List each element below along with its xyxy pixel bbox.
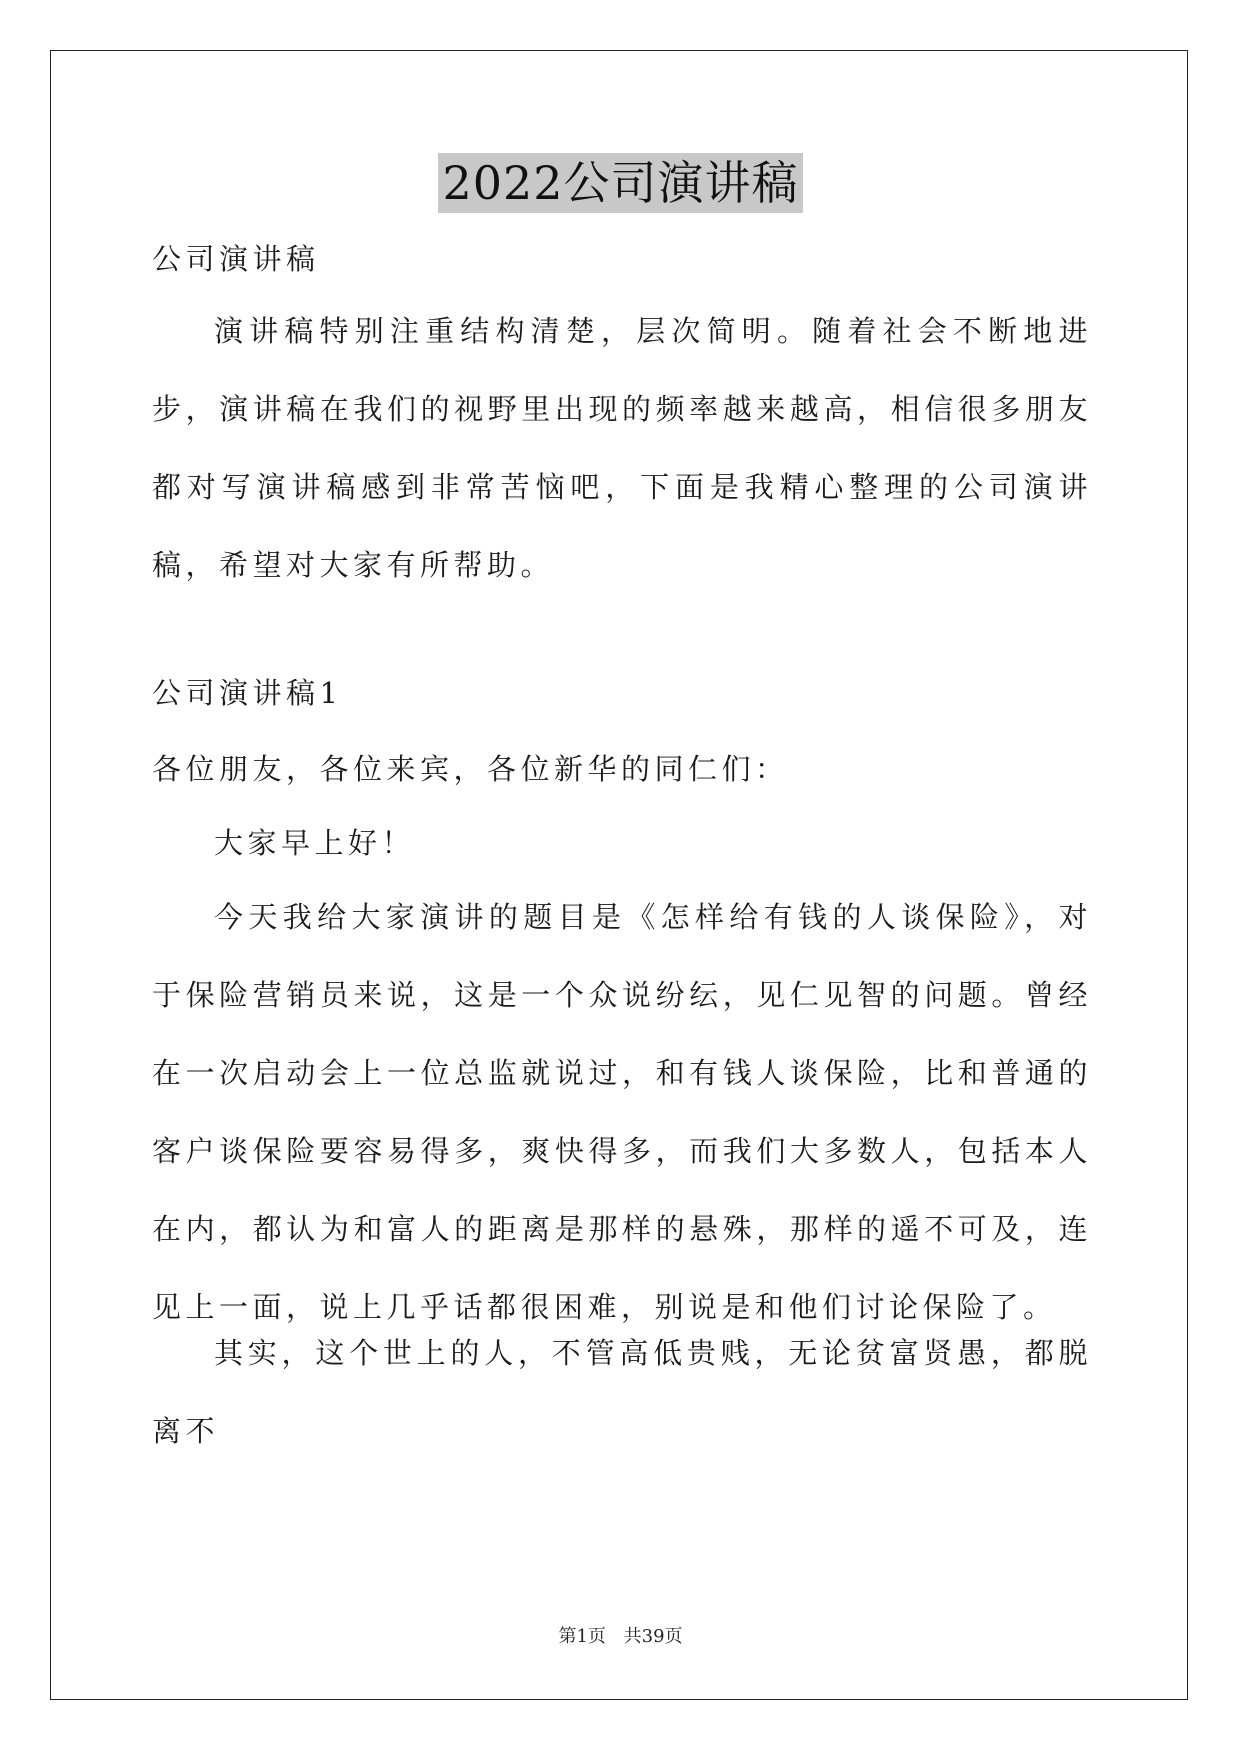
title-wrap [0, 153, 1241, 213]
page-number: 第1页 [558, 1626, 606, 1647]
document-title: 2022公司演讲稿 [438, 153, 802, 213]
page-total: 共39页 [623, 1626, 683, 1647]
salutation: 各位朋友，各位来宾，各位新华的同仁们： [152, 752, 789, 786]
section-heading: 公司演讲稿1 [152, 676, 343, 710]
intro-paragraph: 演讲稿特别注重结构清楚，层次简明。随着社会不断地进步，演讲稿在我们的视野里出现的频率越来越高，相信很多朋友都对写演讲稿感到非常苦恼吧，下面是我精心整理的公司演讲稿，希望对大家有所帮助。 [152, 314, 1092, 582]
body-paragraph-2: 其实，这个世上的人，不管高低贵贱，无论贫富贤愚，都脱离不 [152, 1336, 1092, 1448]
subtitle: 公司演讲稿 [152, 242, 320, 276]
page-footer [0, 1622, 1241, 1648]
greeting: 大家早上好！ [214, 826, 416, 860]
body-paragraph-1: 今天我给大家演讲的题目是《怎样给有钱的人谈保险》，对于保险营销员来说，这是一个众说纷纭，见仁见智的问题。曾经在一次启动会上一位总监就说过，和有钱人谈保险，比和普通的客户谈保险要容易得多，爽快得多，而我们大多数人，包括本人在内，都认为和富人的距离是那样的悬殊，那样的遥不可及，连见上一面，说上几乎话都很困难，别说是和他们讨论保险了。 [152, 900, 1092, 1324]
